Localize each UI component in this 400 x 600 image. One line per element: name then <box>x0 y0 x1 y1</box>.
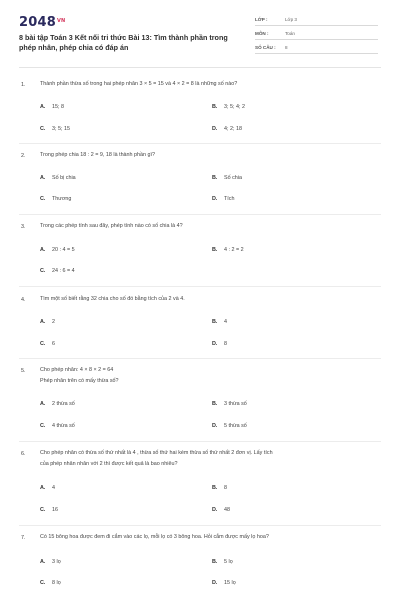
option-letter: A. <box>40 104 46 110</box>
question-text: Tìm một số biết rằng 32 chia cho số đó bằng tích của 2 và 4. <box>40 296 185 302</box>
option-c[interactable] <box>40 196 71 202</box>
option-letter: C. <box>40 580 46 586</box>
option-letter: D. <box>212 423 218 429</box>
option-text: Tích <box>224 196 235 202</box>
meta-subject-row <box>255 29 378 40</box>
question-text: Có 15 bông hoa được đem đi cắm vào các lọ, mỗi lọ có 3 bông hoa. Hỏi cắm được mấy lọ hoa? <box>40 534 269 540</box>
option-letter: A. <box>40 247 46 253</box>
meta-count-value: 8 <box>285 45 288 50</box>
option-letter: C. <box>40 196 46 202</box>
option-letter: D. <box>212 580 218 586</box>
option-text: 4 thừa số <box>52 423 75 429</box>
option-b[interactable] <box>212 319 227 325</box>
option-c[interactable] <box>40 126 70 132</box>
option-letter: D. <box>212 507 218 513</box>
question-text: Cho phép nhân: 4 × 8 × 2 = 64 <box>40 367 114 373</box>
option-c[interactable] <box>40 580 61 586</box>
option-letter: A. <box>40 319 46 325</box>
option-a[interactable] <box>40 401 75 407</box>
option-letter: C. <box>40 126 46 132</box>
option-letter: C. <box>40 423 46 429</box>
question-divider <box>19 525 381 526</box>
option-text: 2 <box>52 319 55 325</box>
option-d[interactable] <box>212 196 234 202</box>
option-letter: C. <box>40 341 46 347</box>
question-divider <box>19 214 381 215</box>
worksheet-header <box>0 0 400 66</box>
option-text: 3; 5; 4; 2 <box>224 104 245 110</box>
question-divider <box>19 143 381 144</box>
question-divider <box>19 286 381 287</box>
option-letter: B. <box>212 247 218 253</box>
question-number: 2. <box>21 153 26 159</box>
option-a[interactable] <box>40 175 76 181</box>
option-text: 24 : 6 = 4 <box>52 268 75 274</box>
option-text: 16 <box>52 507 58 513</box>
meta-subject-label: MÔN : <box>255 31 269 36</box>
site-logo[interactable] <box>19 15 65 30</box>
option-d[interactable] <box>212 126 242 132</box>
option-text: 4 <box>52 485 55 491</box>
option-letter: A. <box>40 559 46 565</box>
question-text: Thành phần thừa số trong hai phép nhân 3 × 5 = 15 và 4 × 2 = 8 là những số nào? <box>40 81 238 87</box>
option-letter: B. <box>212 319 218 325</box>
option-text: 5 thừa số <box>224 423 247 429</box>
option-letter: B. <box>212 485 218 491</box>
question-number: 7. <box>21 535 26 541</box>
option-a[interactable] <box>40 319 55 325</box>
option-c[interactable] <box>40 341 55 347</box>
option-text: 6 <box>52 341 55 347</box>
option-letter: A. <box>40 175 46 181</box>
option-letter: A. <box>40 485 46 491</box>
option-letter: B. <box>212 401 218 407</box>
question-text-line-2: Phép nhân trên có mấy thừa số? <box>40 378 119 384</box>
option-text: Thương <box>52 196 72 202</box>
meta-count-label: SỐ CÂU : <box>255 45 276 50</box>
option-text: 8 <box>224 341 227 347</box>
question-number: 6. <box>21 451 26 457</box>
option-text: 3; 5; 15 <box>52 126 70 132</box>
option-c[interactable] <box>40 507 58 513</box>
option-d[interactable] <box>212 507 230 513</box>
logo-suffix: VN <box>56 18 66 24</box>
option-b[interactable] <box>212 247 244 253</box>
option-a[interactable] <box>40 485 55 491</box>
option-c[interactable] <box>40 268 75 274</box>
question-text: Trong phép chia 18 : 2 = 9, 18 là thành phần gì? <box>40 152 156 158</box>
option-text: 4 : 2 = 2 <box>224 247 244 253</box>
option-text: 5 lọ <box>224 559 233 565</box>
option-letter: C. <box>40 507 46 513</box>
option-letter: A. <box>40 401 46 407</box>
logo-text: 2048 <box>19 15 56 30</box>
option-a[interactable] <box>40 104 64 110</box>
option-d[interactable] <box>212 423 247 429</box>
option-letter: D. <box>212 196 218 202</box>
option-b[interactable] <box>212 401 247 407</box>
option-text: 3 lọ <box>52 559 61 565</box>
option-letter: C. <box>40 268 46 274</box>
meta-count-row <box>255 43 378 54</box>
option-text: 15; 8 <box>52 104 64 110</box>
worksheet-title: 8 bài tập Toán 3 Kết nối tri thức Bài 13: Tìm thành phần trong phép nhân, phép chia có đáp án <box>19 33 228 52</box>
option-text: 8 <box>224 485 227 491</box>
option-a[interactable] <box>40 559 61 565</box>
meta-subject-value: Toán <box>285 31 295 36</box>
option-b[interactable] <box>212 175 242 181</box>
option-text: 8 lọ <box>52 580 61 586</box>
option-text: 2 thừa số <box>52 401 75 407</box>
option-text: 48 <box>224 507 230 513</box>
question-number: 5. <box>21 368 26 374</box>
option-c[interactable] <box>40 423 75 429</box>
option-text: 4 <box>224 319 227 325</box>
option-text: 3 thừa số <box>224 401 247 407</box>
meta-grade-row <box>255 15 378 26</box>
option-b[interactable] <box>212 485 227 491</box>
question-number: 1. <box>21 82 26 88</box>
option-b[interactable] <box>212 104 245 110</box>
option-d[interactable] <box>212 580 236 586</box>
option-a[interactable] <box>40 247 75 253</box>
question-number: 4. <box>21 297 26 303</box>
question-text: Cho phép nhân có thừa số thứ nhất là 4 , thừa số thứ hai kém thừa số thứ nhất 2 đơn vị. Lấy tích <box>40 450 273 456</box>
option-text: 15 lọ <box>224 580 236 586</box>
option-letter: D. <box>212 126 218 132</box>
option-text: 4; 2; 18 <box>224 126 242 132</box>
question-text: Trong các phép tính sau đây, phép tính nào có số chia là 4? <box>40 223 183 229</box>
option-letter: D. <box>212 341 218 347</box>
header-divider <box>19 67 381 68</box>
option-b[interactable] <box>212 559 233 565</box>
option-text: Số bị chia <box>52 175 76 181</box>
meta-grade-label: LỚP : <box>255 17 268 22</box>
question-number: 3. <box>21 224 26 230</box>
option-d[interactable] <box>212 341 227 347</box>
question-divider <box>19 358 381 359</box>
option-text: 20 : 4 = 5 <box>52 247 75 253</box>
question-text-line-2: của phép nhân nhân với 2 thì được kết quả là bao nhiêu? <box>40 461 178 467</box>
option-letter: B. <box>212 104 218 110</box>
meta-grade-value: Lớp 3 <box>285 17 297 22</box>
option-text: Số chia <box>224 175 242 181</box>
question-divider <box>19 441 381 442</box>
option-letter: B. <box>212 175 218 181</box>
option-letter: B. <box>212 559 218 565</box>
